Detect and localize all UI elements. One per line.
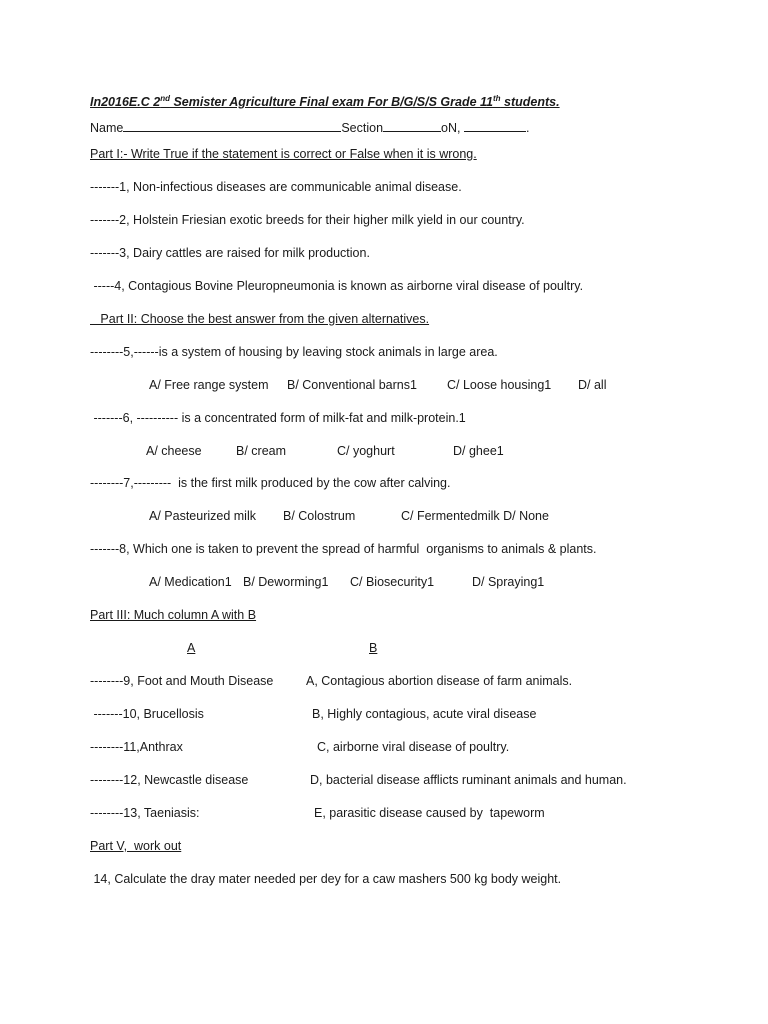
question-8: -------8, Which one is taken to prevent the spread of harmful organisms to animals & plants. [90,542,597,556]
column-a-header: A [187,641,196,655]
q5-option-b: B/ Conventional barns1 [287,378,417,392]
on-field[interactable] [464,120,526,132]
section-field[interactable] [383,120,441,132]
question-6: -------6, ---------- is a concentrated form of milk-fat and milk-protein.1 [90,411,466,425]
q5-option-a: A/ Free range system [149,378,269,392]
question-5: --------5,------is a system of housing by leaving stock animals in large area. [90,345,498,359]
exam-title [90,94,560,110]
question-4: -----4, Contagious Bovine Pleuropneumonia is known as airborne viral disease of poultry. [90,279,584,293]
match-option-a: A, Contagious abortion disease of farm animals. [306,674,573,688]
match-option-b: B, Highly contagious, acute viral disease [312,707,537,721]
title-superscript: nd [160,93,170,103]
q7-option-cd: C/ Fermentedmilk D/ None [401,509,549,523]
question-13: --------13, Taeniasis: [90,806,200,820]
section-label: Section [341,121,384,135]
name-label: Name [90,121,124,135]
q5-option-d: D/ all [578,378,607,392]
question-12: --------12, Newcastle disease [90,773,249,787]
question-3: -------3, Dairy cattles are raised for milk production. [90,246,370,260]
question-10: -------10, Brucellosis [90,707,204,721]
q6-option-b: B/ cream [236,444,287,458]
on-label: oN, [441,121,464,135]
part5-heading: Part V, work out [90,839,182,853]
q7-option-a: A/ Pasteurized milk [149,509,256,523]
q6-option-c: C/ yoghurt [337,444,395,458]
title-part: In2016E.C 2 [90,95,161,109]
q5-option-c: C/ Loose housing1 [447,378,552,392]
match-option-c: C, airborne viral disease of poultry. [317,740,510,754]
name-field[interactable] [123,120,341,132]
q8-option-a: A/ Medication1 [149,575,232,589]
question-11: --------11,Anthrax [90,740,183,754]
question-7: --------7,--------- is the first milk produced by the cow after calving. [90,476,451,490]
title-part: Semister Agriculture Final exam For B/G/S/S Grade 11 [169,95,493,109]
title-superscript: th [493,93,501,103]
question-9: --------9, Foot and Mouth Disease [90,674,274,688]
match-option-e: E, parasitic disease caused by tapeworm [314,806,545,820]
question-2: -------2, Holstein Friesian exotic breeds for their higher milk yield in our country. [90,213,525,227]
q8-option-b: B/ Deworming1 [243,575,329,589]
student-info-line [90,120,529,136]
question-1: -------1, Non-infectious diseases are communicable animal disease. [90,180,462,194]
question-14: 14, Calculate the dray mater needed per dey for a caw mashers 500 kg body weight. [90,872,562,886]
part3-heading: Part III: Much column A with B [90,608,257,622]
q6-option-a: A/ cheese [146,444,202,458]
part2-heading: Part II: Choose the best answer from the given alternatives. [90,312,430,326]
q6-option-d: D/ ghee1 [453,444,504,458]
column-b-header: B [369,641,378,655]
line-end: . [525,121,530,135]
q8-option-c: C/ Biosecurity1 [350,575,435,589]
title-part: students. [500,95,560,109]
part1-heading: Part I:- Write True if the statement is correct or False when it is wrong. [90,147,477,161]
q8-option-d: D/ Spraying1 [472,575,545,589]
q7-option-b: B/ Colostrum [283,509,356,523]
match-option-d: D, bacterial disease afflicts ruminant animals and human. [310,773,627,787]
